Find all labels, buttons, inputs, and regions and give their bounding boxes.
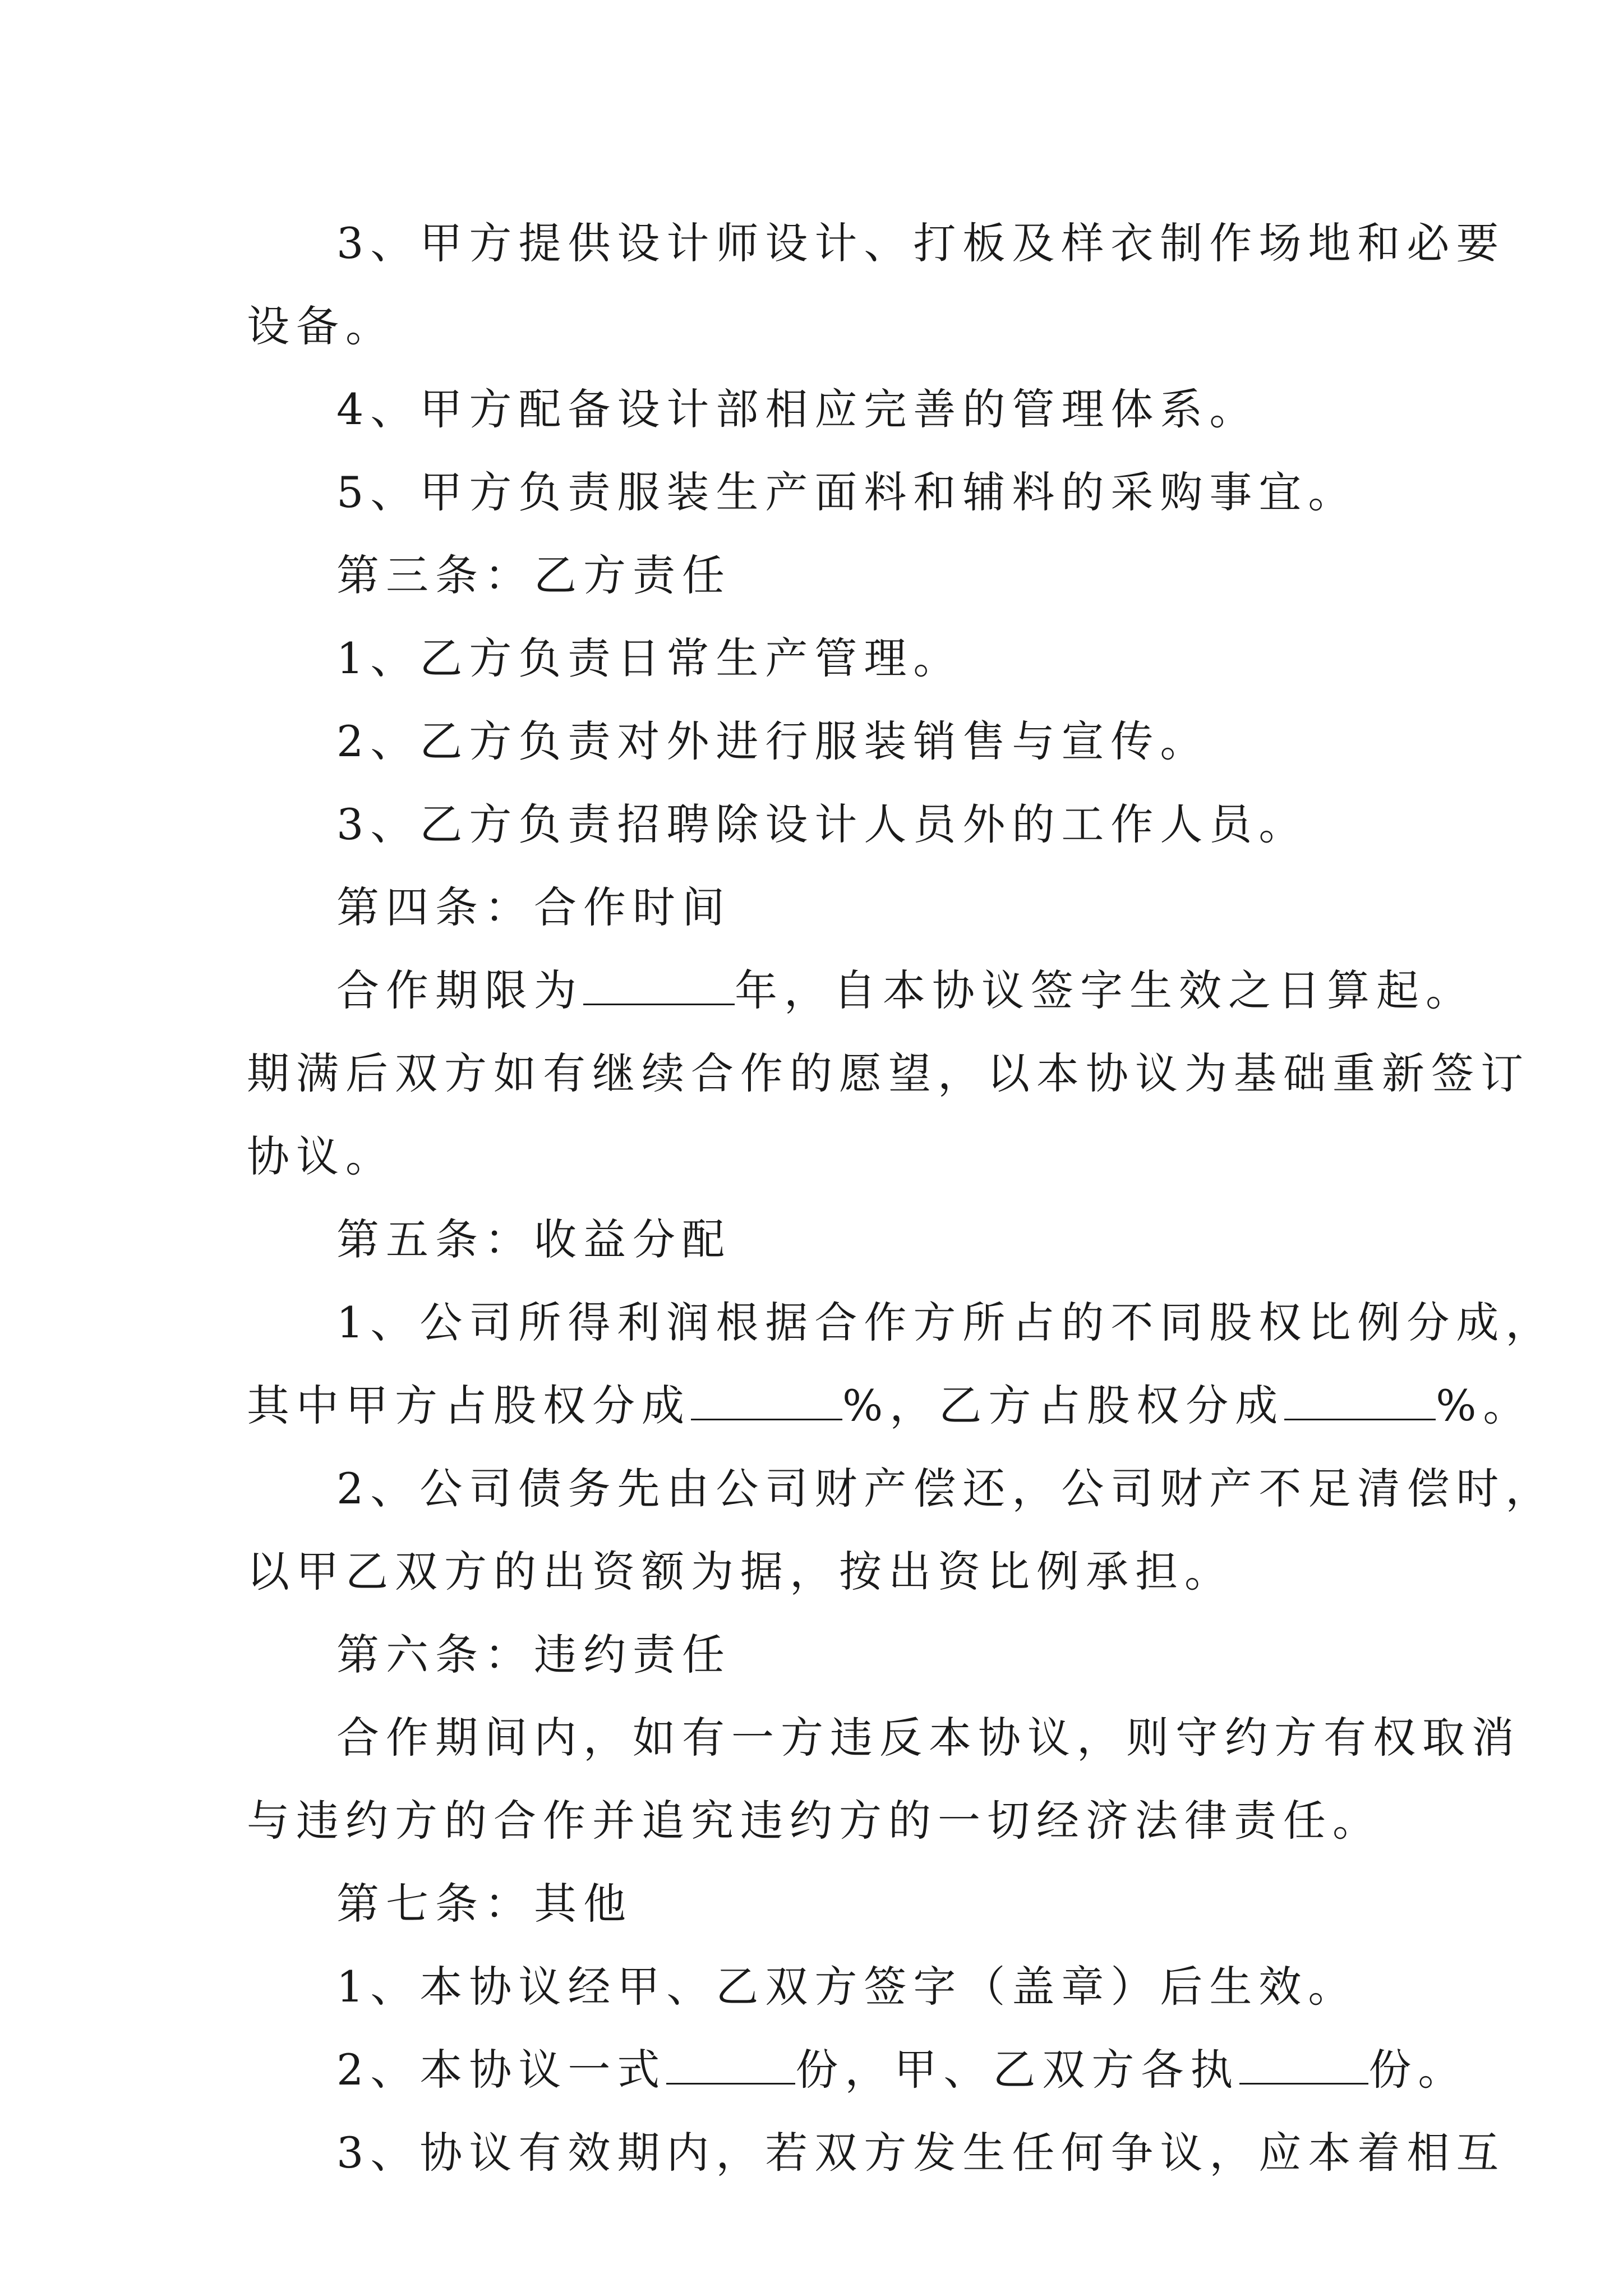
- text-line: 协议。: [247, 1131, 395, 1181]
- text-line: 第七条：其他: [336, 1879, 633, 1929]
- text-line: 2、乙方负责对外进行服装销售与宣传。: [336, 716, 1210, 766]
- text-line: 3、乙方负责招聘除设计人员外的工作人员。: [336, 799, 1308, 849]
- text-line: 期满后双方如有继续合作的愿望，以本协议为基础重新签订: [247, 1048, 1530, 1098]
- text-line: 1、乙方负责日常生产管理。: [336, 633, 963, 683]
- other-item-2: [247, 2028, 1468, 2111]
- text-line: 第四条：合作时间: [336, 882, 731, 932]
- text-line: 以甲乙双方的出资额为据，按出资比例承担。: [247, 1547, 1234, 1596]
- text-line: 设备。: [247, 301, 395, 351]
- party-a-share-blank: [691, 1385, 842, 1420]
- text-line: 1、本协议经甲、乙双方签字（盖章）后生效。: [336, 1962, 1358, 2012]
- text-segment: 年，自本协议签字生效之日算起。: [735, 965, 1475, 1015]
- text-line: 3、甲方提供设计师设计、打板及样衣制作场地和必要: [336, 218, 1506, 268]
- text-line: 合作期间内，如有一方违反本协议，则守约方有权取消: [336, 1713, 1521, 1763]
- document-body: [247, 202, 1555, 2194]
- party-b-share-blank: [1284, 1385, 1436, 1420]
- text-segment: 合作期限为: [336, 965, 583, 1015]
- text-segment: %，乙方占股权分成: [842, 1381, 1285, 1430]
- breach-paragraph: [247, 1696, 1521, 1862]
- text-segment: %。: [1436, 1381, 1533, 1430]
- other-item-1: [247, 1945, 1402, 2028]
- text-line: 4、甲方配备设计部相应完善的管理体系。: [336, 384, 1259, 434]
- text-line: 第六条：违约责任: [336, 1630, 731, 1680]
- text-line: 3、协议有效期内，若双方发生任何争议，应本着相互: [336, 2128, 1506, 2178]
- party-b-item-2: [247, 700, 1402, 783]
- party-b-item-3: [247, 783, 1402, 866]
- text-line: 第三条：乙方责任: [336, 550, 731, 600]
- clause-item-4: [247, 368, 1402, 451]
- section-heading-5: [247, 1198, 1402, 1281]
- section-heading-4: [247, 866, 1402, 949]
- term-years-blank: [583, 970, 735, 1005]
- clause-item-5: [247, 451, 1402, 534]
- text-line: 2、公司债务先由公司财产偿还，公司财产不足清偿时，: [336, 1464, 1555, 1513]
- text-segment: 其中甲方占股权分成: [247, 1381, 691, 1430]
- other-item-3: [247, 2111, 1506, 2194]
- section-heading-3: [247, 534, 1402, 617]
- text-line: 5、甲方负责服装生产面料和辅料的采购事宜。: [336, 467, 1358, 517]
- copies-each-blank: [1239, 2049, 1368, 2085]
- profit-share-paragraph: [247, 1281, 1555, 1447]
- party-b-item-1: [247, 617, 1402, 700]
- text-segment: 2、本协议一式: [336, 2045, 667, 2095]
- clause-item-3: [247, 202, 1506, 368]
- text-line: 与违约方的合作并追究违约方的一切经济法律责任。: [247, 1796, 1382, 1846]
- debt-paragraph: [247, 1447, 1555, 1613]
- section-heading-7: [247, 1862, 1402, 1945]
- cooperation-term-paragraph: [247, 949, 1530, 1198]
- section-heading-6: [247, 1613, 1402, 1696]
- copies-total-blank: [666, 2049, 795, 2085]
- text-line: 第五条：收益分配: [336, 1214, 731, 1264]
- text-segment: 份，甲、乙双方各执: [795, 2045, 1240, 2095]
- text-line: 1、公司所得利润根据合作方所占的不同股权比例分成，: [336, 1297, 1555, 1347]
- text-segment: 份。: [1368, 2045, 1468, 2095]
